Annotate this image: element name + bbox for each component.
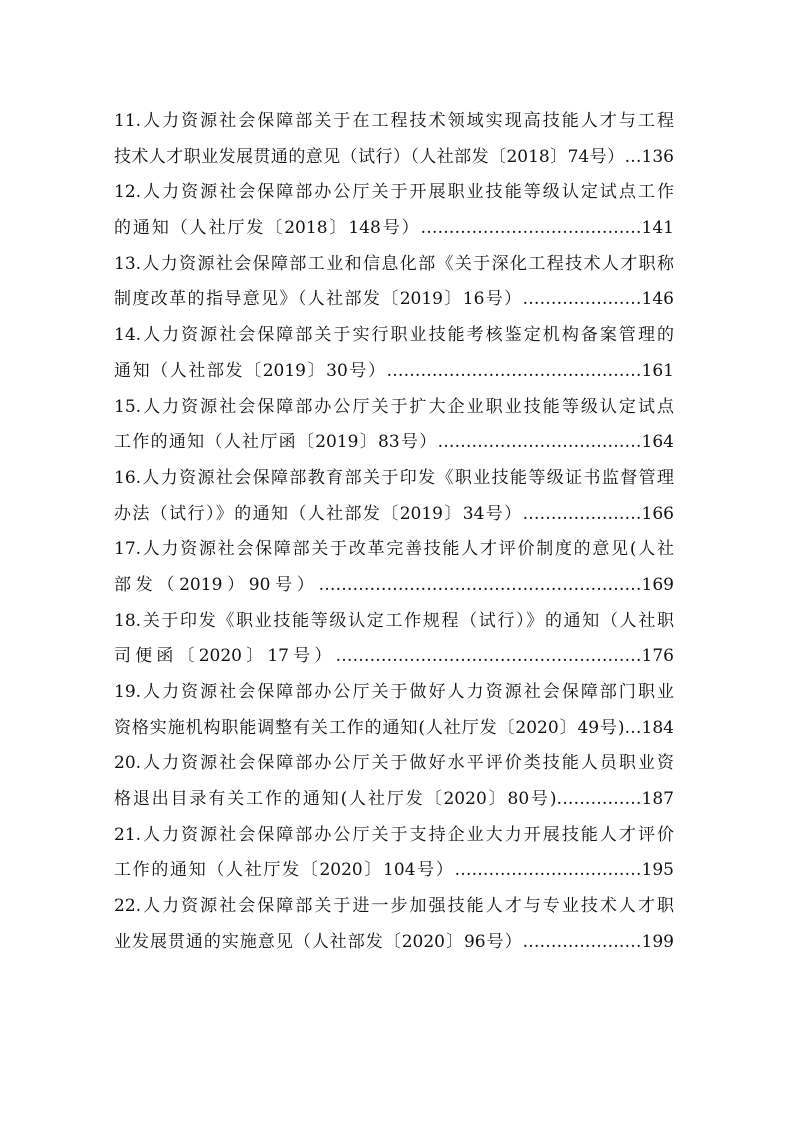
toc-entry-title: 11.人力资源社会保障部关于在工程技术领域实现高技能人才与工程	[114, 111, 674, 131]
toc-entry-13[interactable]	[114, 247, 674, 318]
toc-entry-title: 17.人力资源社会保障部关于改革完善技能人才评价制度的意见(人社	[114, 539, 674, 560]
toc-entry-title: 15.人力资源社会保障部办公厅关于扩大企业职业技能等级认定试点	[114, 396, 674, 417]
toc-entry-19[interactable]	[114, 675, 674, 746]
toc-entry-22[interactable]	[114, 889, 674, 960]
toc-entry-21[interactable]	[114, 818, 674, 889]
toc-entry-title: 22.人力资源社会保障部关于进一步加强技能人才与专业技术人才职	[114, 896, 674, 917]
toc-entry-title: 12.人力资源社会保障部办公厅关于开展职业技能等级认定试点工作	[114, 182, 674, 203]
toc-entry-title: 14.人力资源社会保障部关于实行职业技能考核鉴定机构备案管理的	[114, 325, 674, 346]
toc-entry-18[interactable]	[114, 604, 674, 675]
table-of-contents	[114, 104, 674, 961]
toc-entry-source-page: 技术人才职业发展贯通的意见（试行）（人社部发〔2018〕74号）…136	[114, 146, 674, 167]
toc-entry-11[interactable]	[114, 104, 674, 175]
toc-entry-title: 21.人力资源社会保障部办公厅关于支持企业大力开展技能人才评价	[114, 824, 674, 845]
toc-entry-source-page: 工作的通知（人社厅发〔2020〕104号）……………………………195	[114, 860, 674, 881]
toc-entry-title: 20.人力资源社会保障部办公厅关于做好水平评价类技能人员职业资	[114, 753, 674, 774]
toc-entry-12[interactable]	[114, 175, 674, 246]
toc-entry-17[interactable]	[114, 532, 674, 603]
toc-entry-source-page: 制度改革的指导意见》（人社部发〔2019〕16号）…………………146	[114, 289, 674, 310]
toc-entry-16[interactable]	[114, 461, 674, 532]
toc-entry-source-page: 资格实施机构职能调整有关工作的通知(人社厅发〔2020〕49号)…184	[114, 717, 674, 738]
toc-entry-20[interactable]	[114, 746, 674, 817]
toc-entry-source-page: 业发展贯通的实施意见（人社部发〔2020〕96号）…………………199	[114, 931, 674, 952]
toc-entry-title: 13.人力资源社会保障部工业和信息化部《关于深化工程技术人才职称	[114, 253, 674, 274]
toc-entry-source-page: 部发（2019）90号）…………………………………………………169	[114, 574, 674, 595]
toc-entry-source-page: 办法（试行）》的通知（人社部发〔2019〕34号）…………………166	[114, 503, 674, 524]
toc-entry-title: 19.人力资源社会保障部办公厅关于做好人力资源社会保障部门职业	[114, 682, 674, 702]
toc-entry-source-page: 的通知（人社厅发〔2018〕148号）…………………………………141	[114, 218, 674, 239]
toc-entry-source-page: 通知（人社部发〔2019〕30号）………………………………………161	[114, 360, 674, 381]
toc-entry-title: 18.关于印发《职业技能等级认定工作规程（试行）》的通知（人社职	[114, 610, 674, 631]
toc-entry-14[interactable]	[114, 318, 674, 389]
toc-entry-title: 16.人力资源社会保障部教育部关于印发《职业技能等级证书监督管理	[114, 467, 674, 488]
toc-entry-source-page: 工作的通知（人社厅函〔2019〕83号）………………………………164	[114, 432, 674, 453]
toc-entry-15[interactable]	[114, 390, 674, 461]
toc-entry-source-page: 司便函〔2020〕17号）………………………………………………176	[114, 646, 674, 667]
toc-entry-source-page: 格退出目录有关工作的通知(人社厅发〔2020〕80号)……………187	[114, 789, 674, 810]
